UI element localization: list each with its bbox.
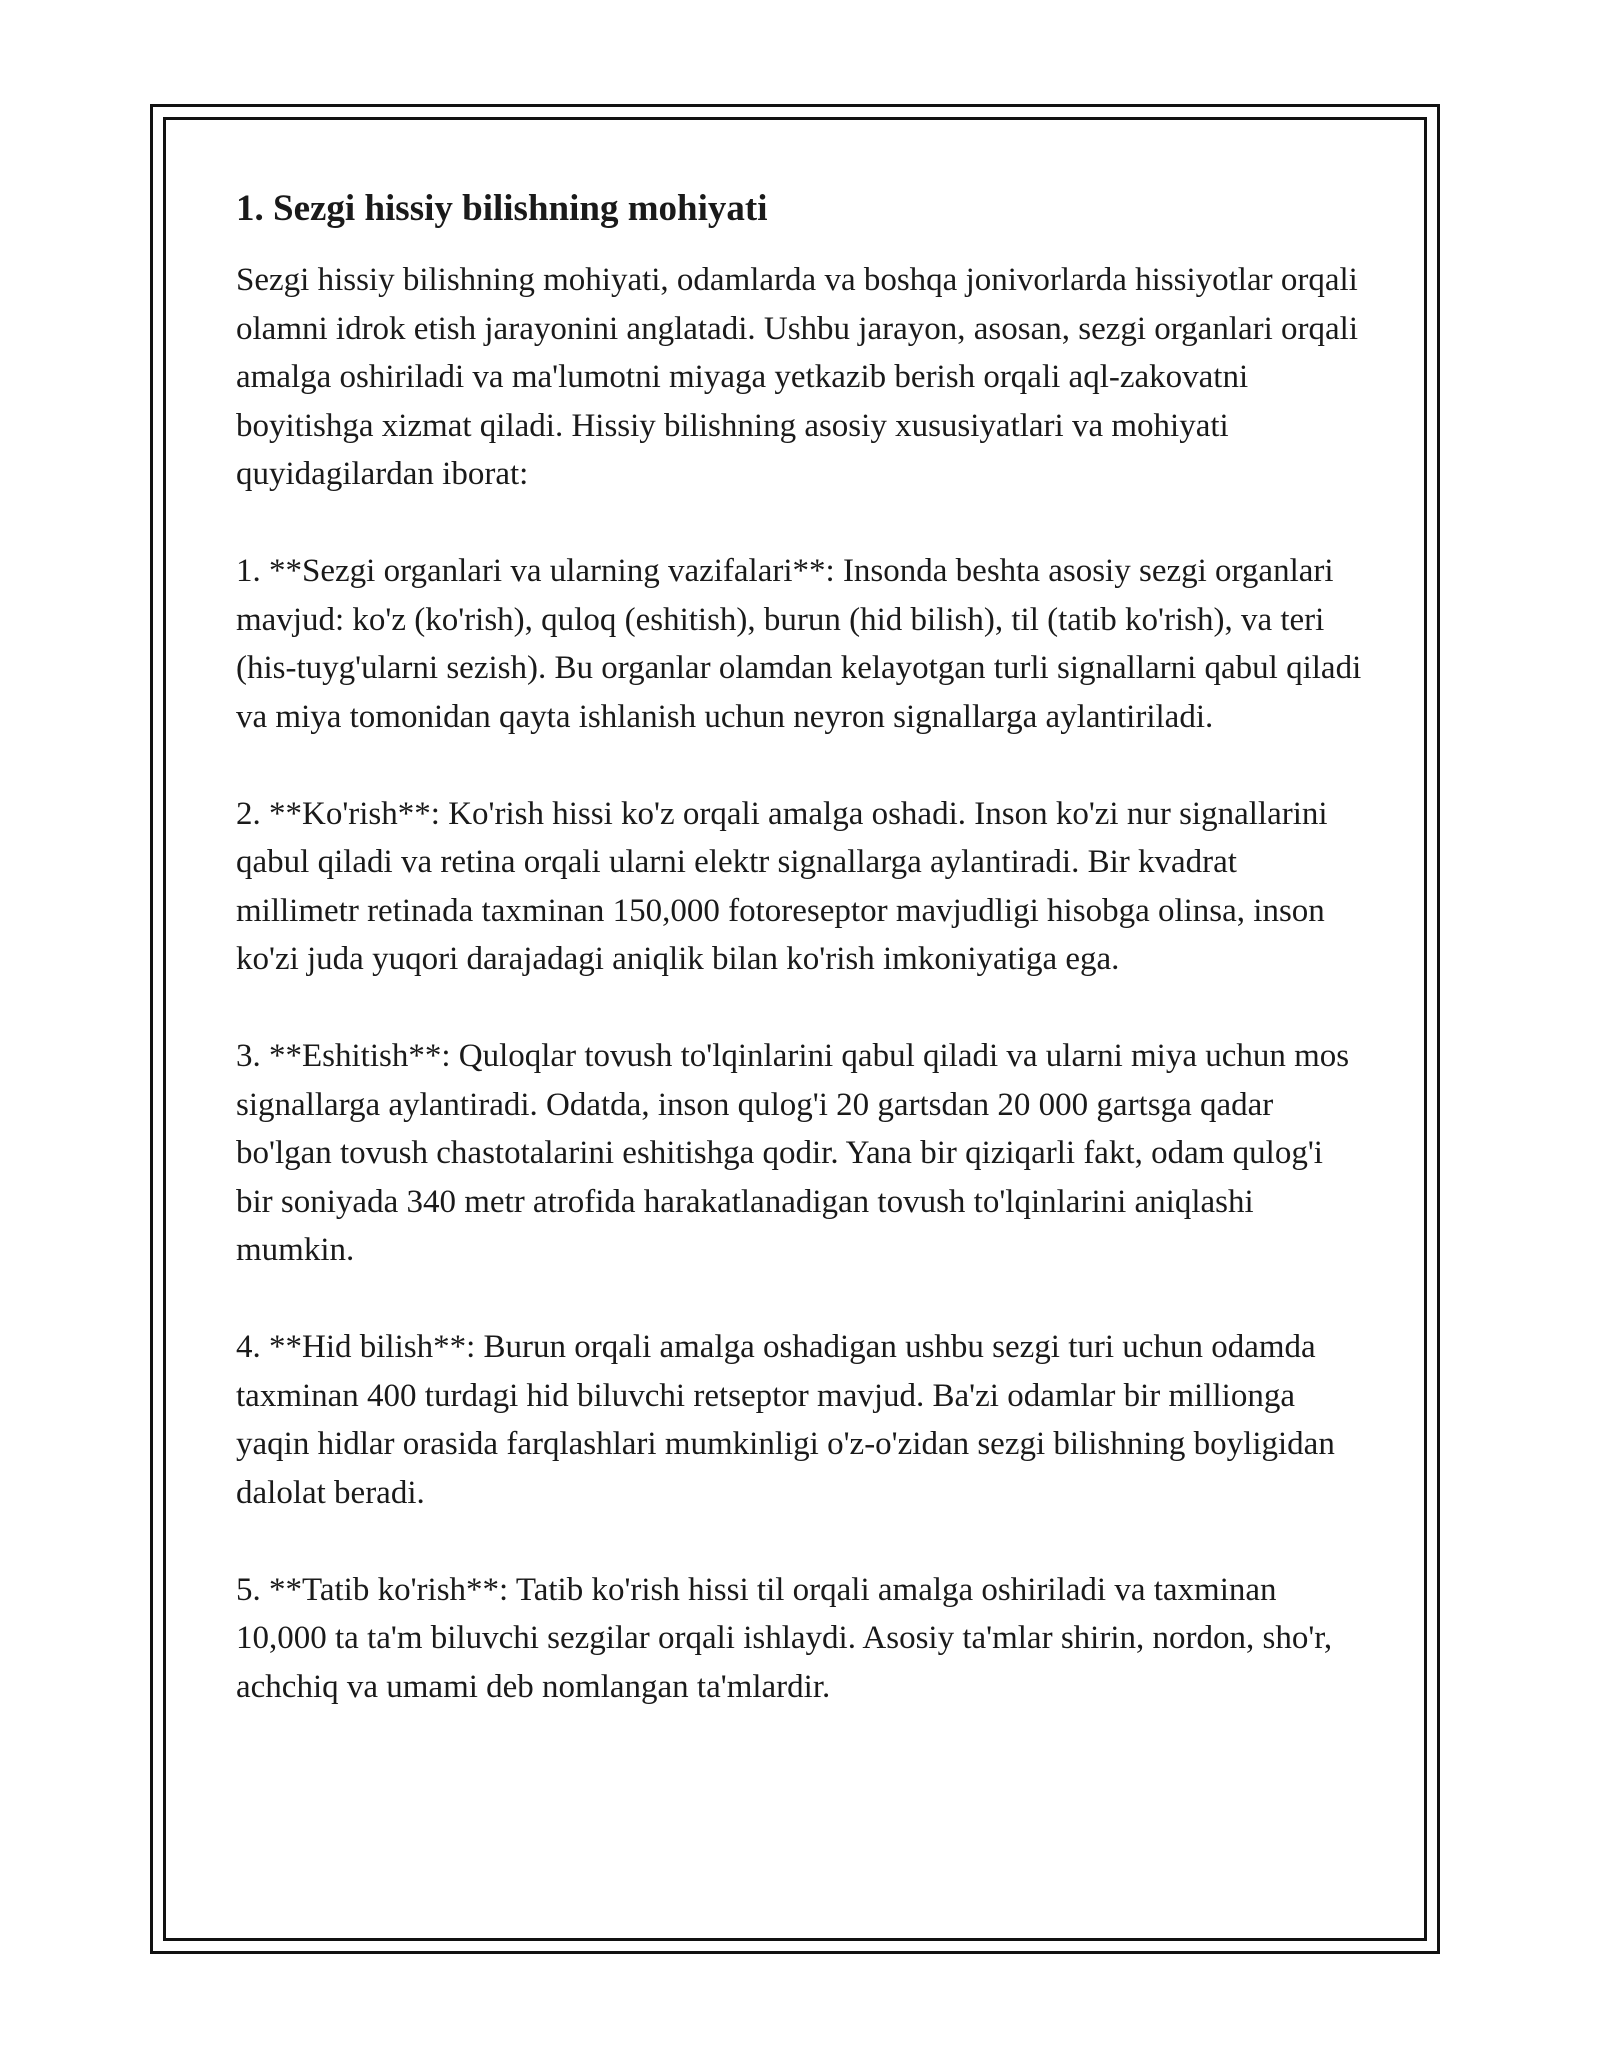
paragraph-taste: 5. **Tatib ko'rish**: Tatib ko'rish hissi til orqali amalga oshiriladi va taxminan 10,000 ta ta'm biluvchi sezgilar orqali ishlaydi. Asosiy ta'mlar shirin, nordon, sho'r, achchiq va umami deb nomlangan ta'mlardir.: [236, 1571, 1333, 1705]
intro-paragraph: Sezgi hissiy bilishning mohiyati, odamlarda va boshqa jonivorlarda hissiyotlar orqali olamni idrok etish jarayonini anglatadi. Ushbu jarayon, asosan, sezgi organlari orqali amalga oshiriladi va ma'lumotni miyaga yetkazib berish orqali aql-zakovatni boyitishga xizmat qiladi. Hissiy bilishning asosiy xususiyatlari va mohiyati quyidagilardan iborat:: [236, 262, 1359, 492]
paragraph-sense-organs: 1. **Sezgi organlari va ularning vazifalari**: Insonda beshta asosiy sezgi organlari mavjud: ko'z (ko'rish), quloq (eshitish), burun (hid bilish), til (tatib ko'rish), va teri (his-tuyg'ularni sezish). Bu organlar olamdan kelayotgan turli signallarni qabul qiladi va miya tomonidan qayta ishlanish uchun neyron signallarga aylantiriladi.: [236, 553, 1362, 735]
paragraph-hearing: 3. **Eshitish**: Quloqlar tovush to'lqinlarini qabul qiladi va ularni miya uchun mos signallarga aylantiradi. Odatda, inson qulog'i 20 gartsdan 20 000 gartsga qadar bo'lgan tovush chastotalarini eshitishga qodir. Yana bir qiziqarli fakt, odam qulog'i bir soniyada 340 metr atrofida harakatlanadigan tovush to'lqinlarini aniqlashi mumkin.: [236, 1038, 1350, 1268]
paragraph-vision: 2. **Ko'rish**: Ko'rish hissi ko'z orqali amalga oshadi. Inson ko'zi nur signallarini qabul qiladi va retina orqali ularni elektr signallarga aylantiradi. Bir kvadrat millimetr retinada taxminan 150,000 fotoreseptor mavjudligi hisobga olinsa, inson ko'zi juda yuqori darajadagi aniqlik bilan ko'rish imkoniyatiga ega.: [236, 795, 1328, 977]
document-body: [236, 186, 1366, 1760]
paragraph-smell: 4. **Hid bilish**: Burun orqali amalga oshadigan ushbu sezgi turi uchun odamda taxminan 400 turdagi hid biluvchi retseptor mavjud. Ba'zi odamlar bir millionga yaqin hidlar orasida farqlashlari mumkinligi o'z-o'zidan sezgi bilishning boyligidan dalolat beradi.: [236, 1329, 1335, 1511]
section-heading: 1. Sezgi hissiy bilishning mohiyati: [236, 188, 768, 229]
